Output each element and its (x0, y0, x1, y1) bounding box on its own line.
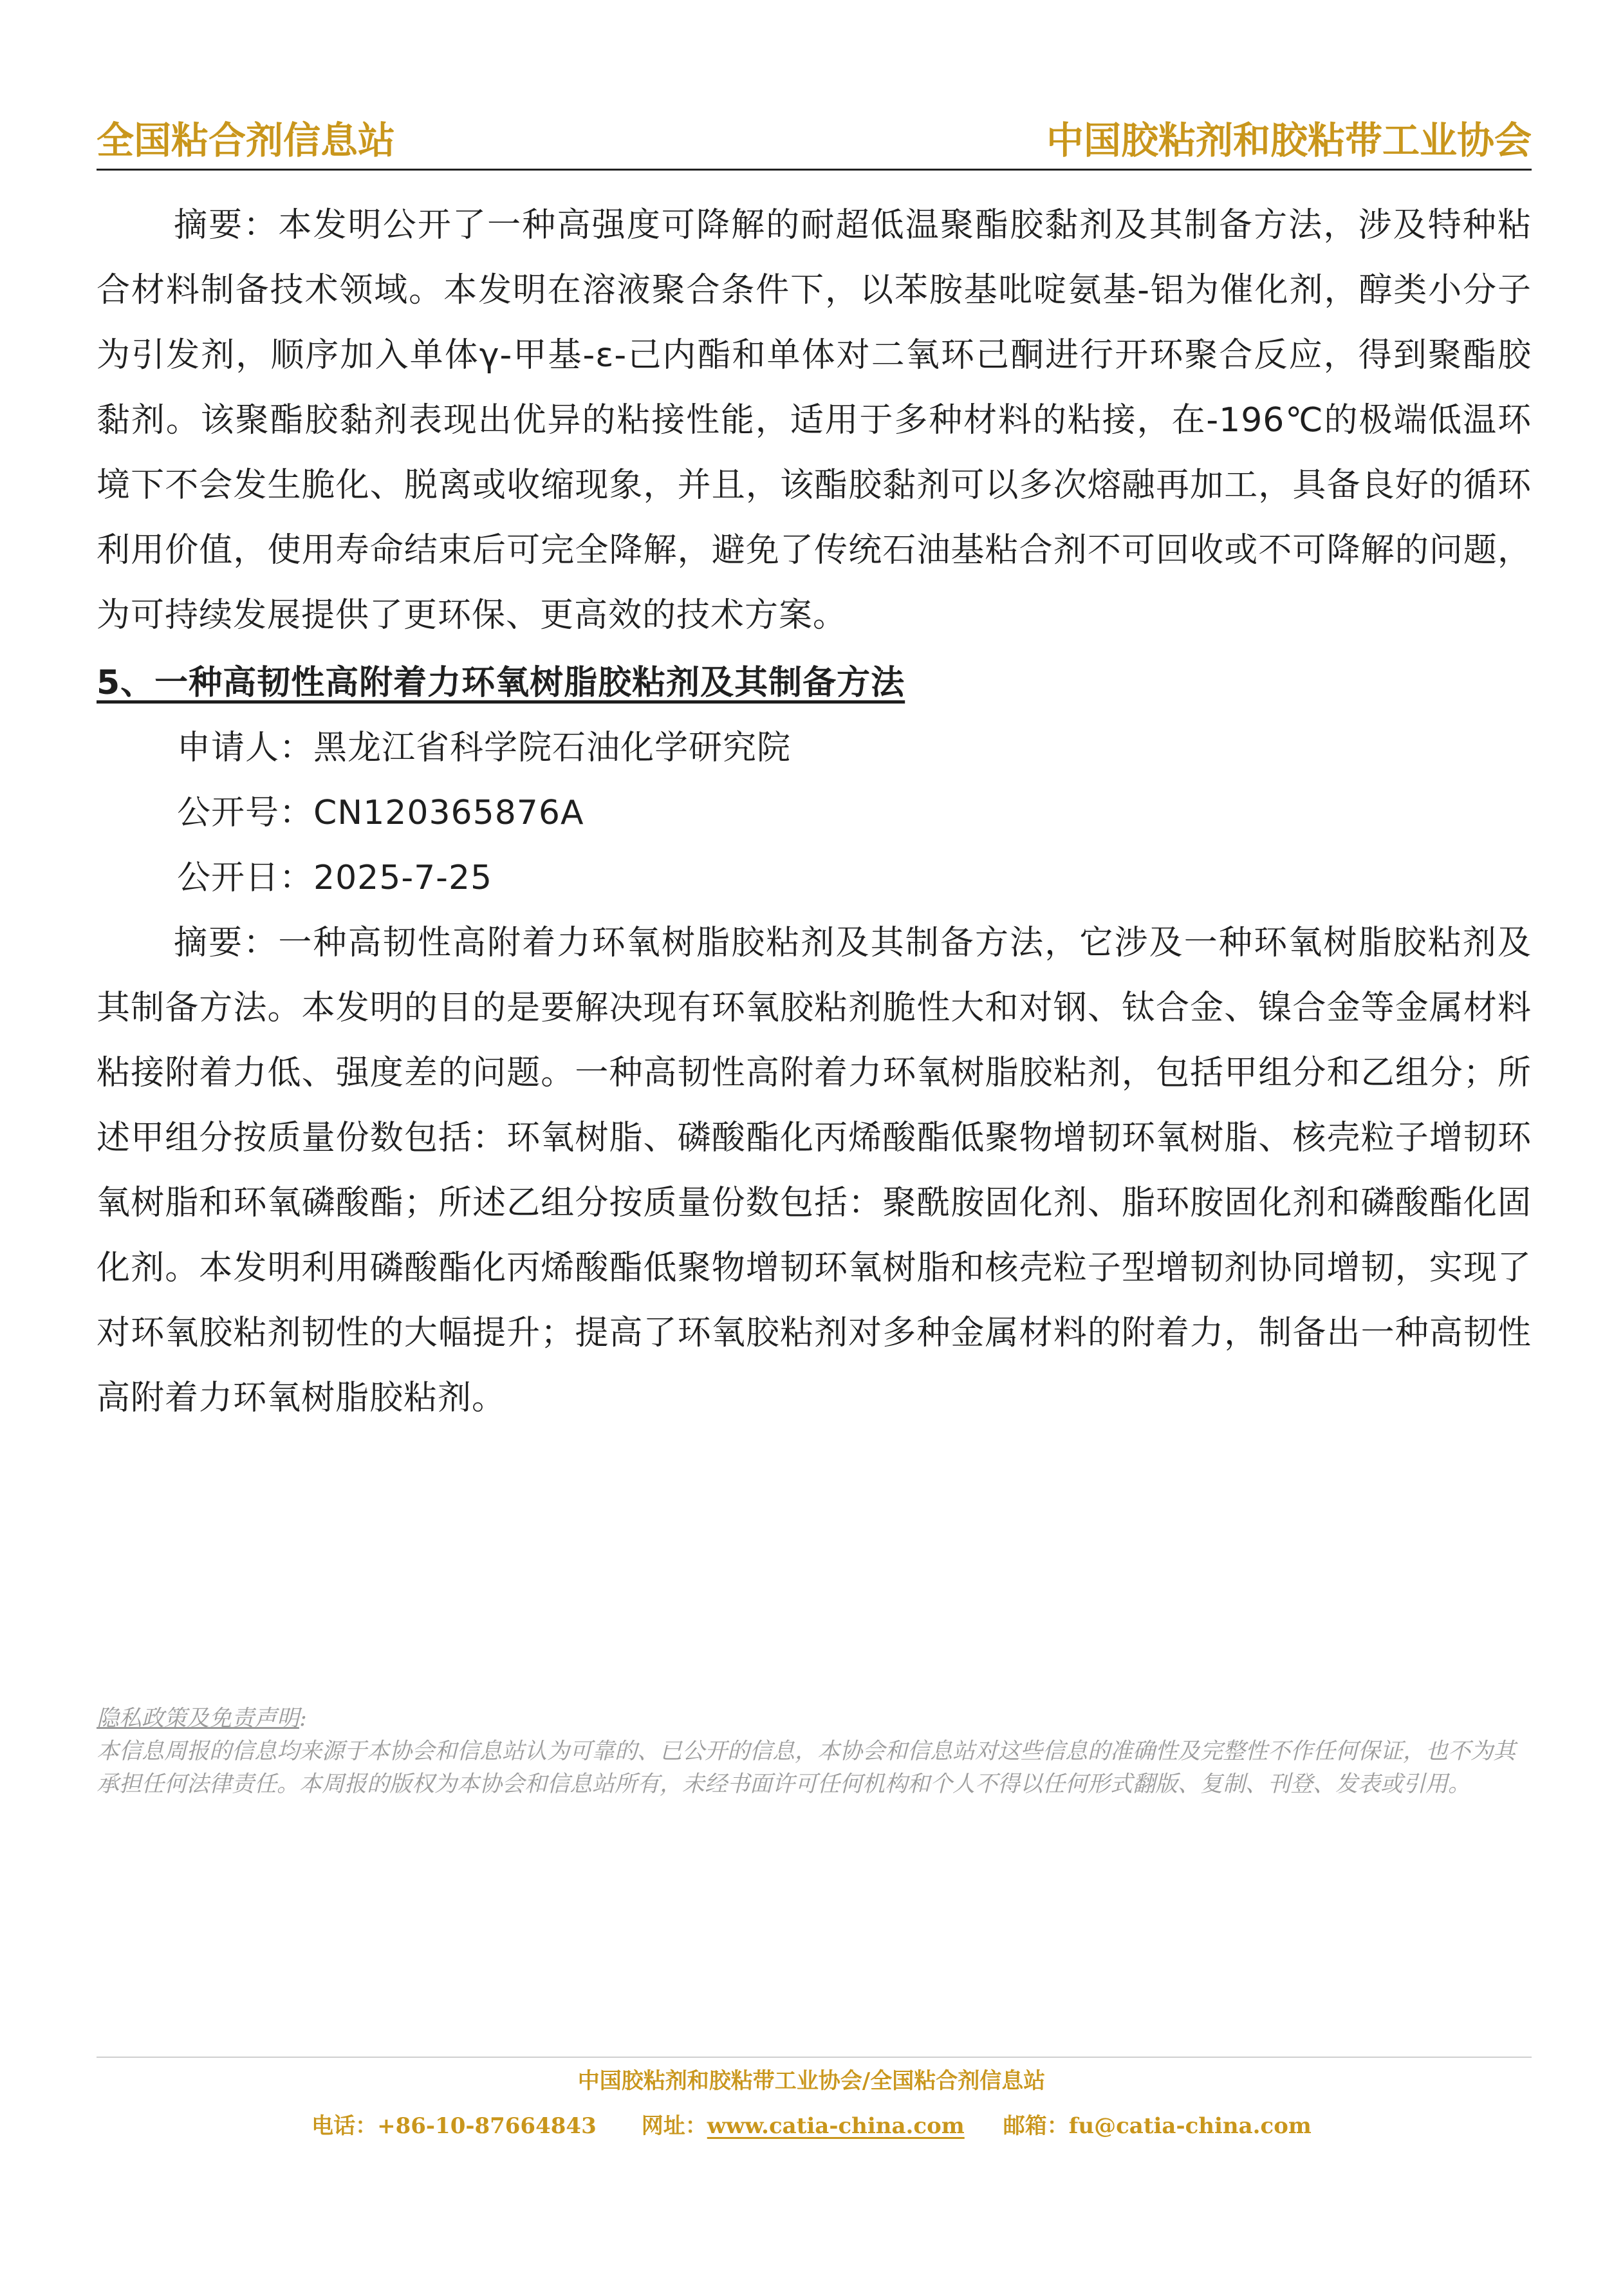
phone-label: 电话： (311, 2113, 378, 2139)
disclaimer-block (97, 1703, 1532, 1801)
footer-contact-line (0, 2110, 1623, 2142)
page-header (97, 115, 1532, 166)
disclaimer-colon: : (299, 1706, 307, 1731)
publication-date-line: 公开日：2025-7-25 (177, 859, 493, 897)
header-right-title: 中国胶粘剂和胶粘带工业协会 (1046, 118, 1532, 162)
header-left-title: 全国粘合剂信息站 (97, 118, 396, 162)
website-link[interactable]: www.catia-china.com (707, 2113, 965, 2139)
phone-number: +86-10-87664843 (377, 2113, 597, 2139)
intro-abstract-paragraph: 摘要：本发明公开了一种高强度可降解的耐超低温聚酯胶黏剂及其制备方法，涉及特种粘合材料制备技术领域。本发明在溶液聚合条件下，以苯胺基吡啶氨基-铝为催化剂，醇类小分子为引发剂，顺序加入单体γ-甲基-ε-己内酯和单体对二氧环己酮进行开环聚合反应，得到聚酯胶黏剂。该聚酯胶黏剂表现出优异的粘接性能，适用于多种材料的粘接，在-196℃的极端低温环境下不会发生脆化、脱离或收缩现象，并且，该酯胶黏剂可以多次熔融再加工，具备良好的循环利用价值，使用寿命结束后可完全降解，避免了传统石油基粘合剂不可回收或不可降解的问题，为可持续发展提供了更环保、更高效的技术方案。 (97, 206, 1532, 635)
main-content (97, 193, 1532, 1431)
disclaimer-text: 本信息周报的信息均来源于本协会和信息站认为可靠的、已公开的信息，本协会和信息站对这些信息的准确性及完整性不作任何保证，也不为其承担任何法律责任。本周报的版权为本协会和信息站所有，未经书面许可任何机构和个人不得以任何形式翻版、复制、刊登、发表或引用。 (97, 1739, 1516, 1797)
section-abstract-paragraph: 摘要：一种高韧性高附着力环氧树脂胶粘剂及其制备方法，它涉及一种环氧树脂胶粘剂及其制备方法。本发明的目的是要解决现有环氧胶粘剂脆性大和对钢、钛合金、镍合金等金属材料粘接附着力低、强度差的问题。一种高韧性高附着力环氧树脂胶粘剂，包括甲组分和乙组分；所述甲组分按质量份数包括：环氧树脂、磷酸酯化丙烯酸酯低聚物增韧环氧树脂、核壳粒子增韧环氧树脂和环氧磷酸酯；所述乙组分按质量份数包括：聚酰胺固化剂、脂环胺固化剂和磷酸酯化固化剂。本发明利用磷酸酯化丙烯酸酯低聚物增韧环氧树脂和核壳粒子型增韧剂协同增韧，实现了对环氧胶粘剂韧性的大幅提升；提高了环氧胶粘剂对多种金属材料的附着力，制备出一种高韧性高附着力环氧树脂胶粘剂。 (97, 924, 1532, 1417)
applicant-line: 申请人：黑龙江省科学院石油化学研究院 (177, 729, 792, 767)
footer-organization: 中国胶粘剂和胶粘带工业协会/全国粘合剂信息站 (577, 2068, 1046, 2094)
header-divider (97, 169, 1532, 171)
disclaimer-heading (97, 1703, 1532, 1735)
footer-divider (97, 2057, 1532, 2058)
disclaimer-title: 隐私政策及免责声明 (97, 1706, 300, 1731)
publication-number-line: 公开号：CN120365876A (177, 794, 584, 832)
email-address[interactable]: fu@catia-china.com (1068, 2113, 1312, 2139)
website-label: 网址： (641, 2113, 707, 2139)
email-label: 邮箱： (1003, 2113, 1069, 2139)
section-title: 5、一种高韧性高附着力环氧树脂胶粘剂及其制备方法 (97, 664, 905, 702)
